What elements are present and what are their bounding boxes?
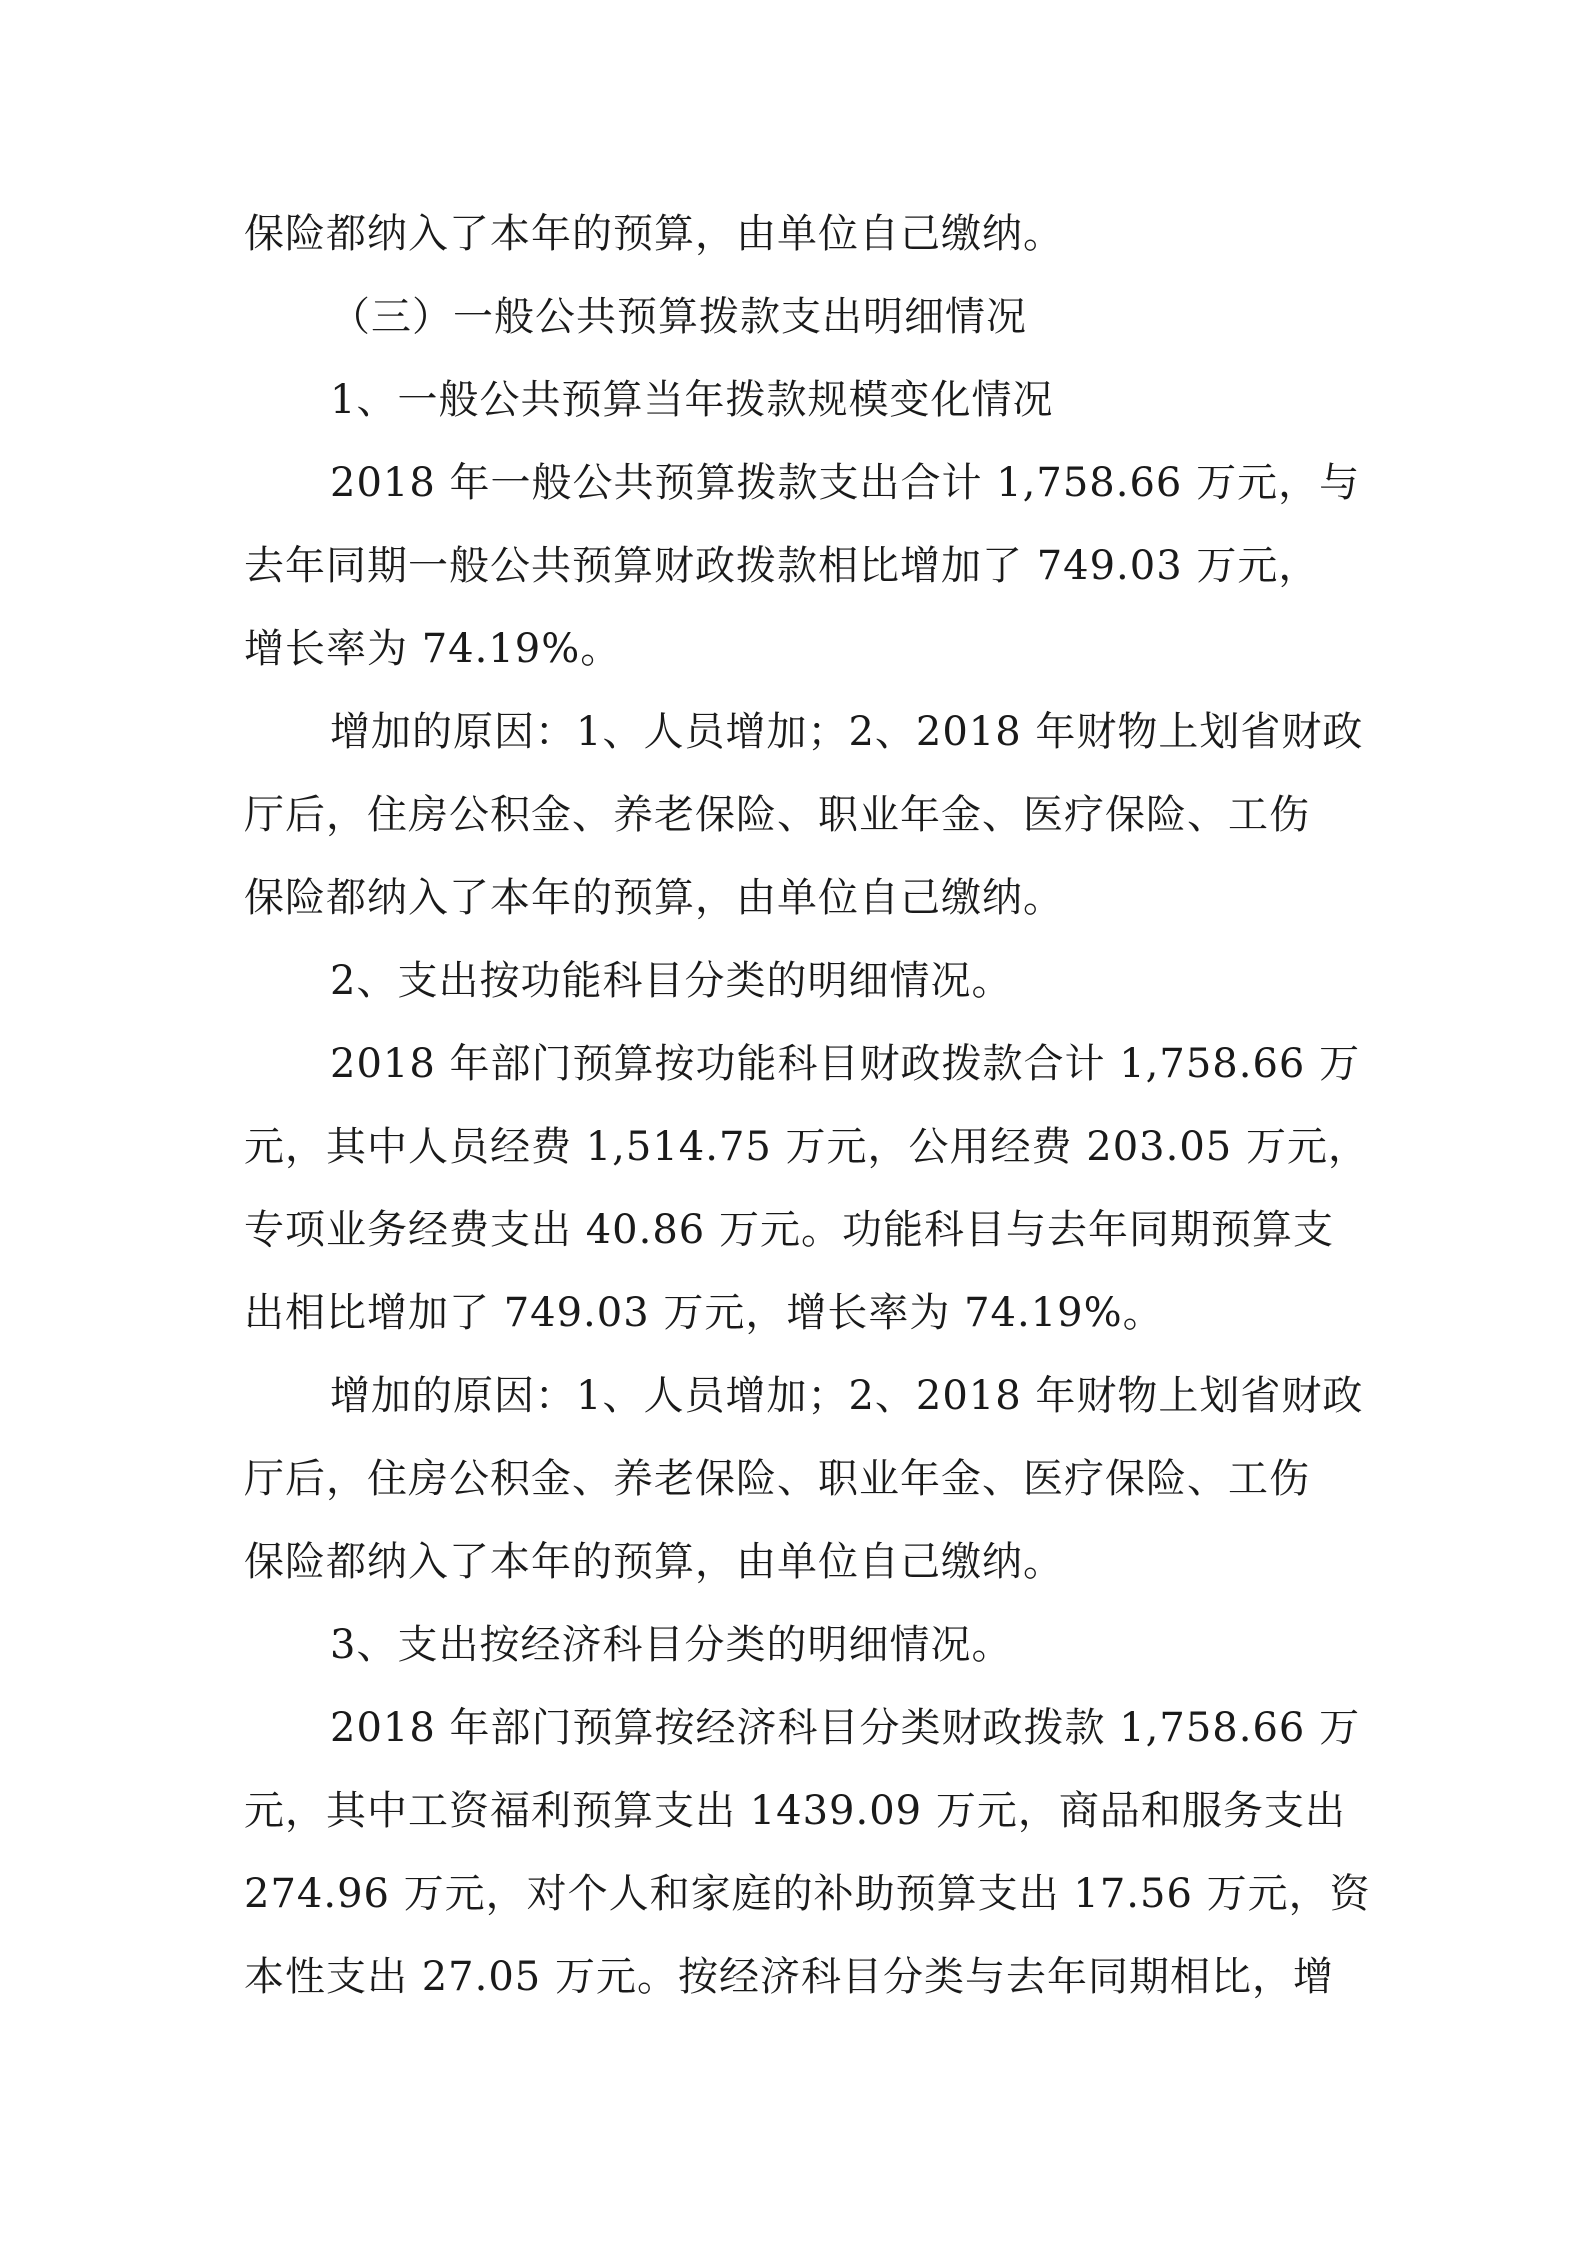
text-line-1: 保险都纳入了本年的预算，由单位自己缴纳。: [244, 211, 1064, 257]
text-line-11: 2018 年部门预算按功能科目财政拨款合计 1,758.66 万: [330, 1041, 1361, 1087]
text-line-22: 本性支出 27.05 万元。按经济科目分类与去年同期相比，增: [244, 1954, 1334, 2000]
text-line-15: 增加的原因：1、人员增加；2、2018 年财物上划省财政: [330, 1373, 1364, 1419]
text-line-12: 元，其中人员经费 1,514.75 万元，公用经费 203.05 万元，: [244, 1124, 1369, 1170]
text-line-8: 厅后，住房公积金、养老保险、职业年金、医疗保险、工伤: [244, 792, 1310, 838]
text-line-5: 去年同期一般公共预算财政拨款相比增加了 749.03 万元，: [244, 543, 1320, 589]
text-line-6: 增长率为 74.19%。: [244, 626, 622, 672]
subsection-heading-3: 3、支出按经济科目分类的明细情况。: [330, 1622, 1013, 1668]
text-line-19: 2018 年部门预算按经济科目分类财政拨款 1,758.66 万: [330, 1705, 1361, 1751]
text-line-9: 保险都纳入了本年的预算，由单位自己缴纳。: [244, 875, 1064, 921]
text-line-17: 保险都纳入了本年的预算，由单位自己缴纳。: [244, 1539, 1064, 1585]
text-line-4: 2018 年一般公共预算拨款支出合计 1,758.66 万元，与: [330, 460, 1361, 506]
subsection-heading-1: 1、一般公共预算当年拨款规模变化情况: [330, 377, 1054, 423]
text-line-7: 增加的原因：1、人员增加；2、2018 年财物上划省财政: [330, 709, 1364, 755]
text-line-16: 厅后，住房公积金、养老保险、职业年金、医疗保险、工伤: [244, 1456, 1310, 1502]
section-heading: （三）一般公共预算拨款支出明细情况: [330, 294, 1027, 340]
text-line-14: 出相比增加了 749.03 万元，增长率为 74.19%。: [244, 1290, 1164, 1336]
text-line-21: 274.96 万元，对个人和家庭的补助预算支出 17.56 万元，资: [244, 1871, 1371, 1917]
text-line-20: 元，其中工资福利预算支出 1439.09 万元，商品和服务支出: [244, 1788, 1346, 1834]
text-line-13: 专项业务经费支出 40.86 万元。功能科目与去年同期预算支: [244, 1207, 1334, 1253]
subsection-heading-2: 2、支出按功能科目分类的明细情况。: [330, 958, 1013, 1004]
